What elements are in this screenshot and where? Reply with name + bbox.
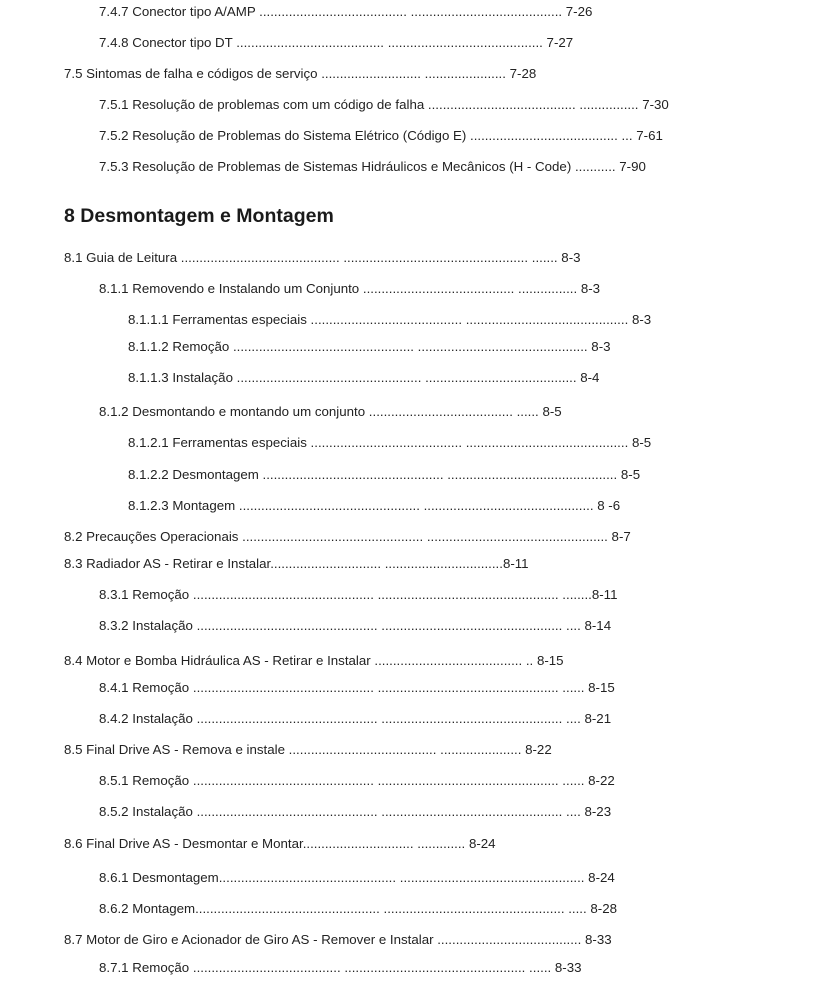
toc-entry-7-5-2[interactable]: 7.5.2 Resolução de Problemas do Sistema Elétrico (Código E) ........................................ ... 7-61 [99,128,663,143]
toc-entry-8-3-2[interactable]: 8.3.2 Instalação ................................................. ................................................. .... 8-14 [99,618,612,633]
chapter-heading: 8 Desmontagem e Montagem [64,205,334,227]
toc-entry-8-3-1[interactable]: 8.3.1 Remoção ................................................. ................................................. ........8-11 [99,587,618,602]
toc-entry-8-2[interactable]: 8.2 Precauções Operacionais ................................................. ................................................. 8-7 [64,529,631,544]
toc-entry-8-1-2-1[interactable]: 8.1.2.1 Ferramentas especiais ......................................... ............................................ 8-5 [128,435,652,450]
toc-entry-8-5-2[interactable]: 8.5.2 Instalação ................................................. ................................................. .... 8-23 [99,804,612,819]
toc-entry-7-4-7[interactable]: 7.4.7 Conector tipo A/AMP ........................................ ......................................... 7-26 [99,4,593,19]
toc-entry-8-1-1[interactable]: 8.1.1 Removendo e Instalando um Conjunto ......................................... ................ 8-3 [99,281,601,296]
toc-entry-8-1-2[interactable]: 8.1.2 Desmontando e montando um conjunto ....................................... ...... 8-5 [99,404,562,419]
toc-entry-8-1[interactable]: 8.1 Guia de Leitura ........................................... .................................................. ....... 8-3 [64,250,581,265]
toc-entry-8-1-1-2[interactable]: 8.1.1.2 Remoção ................................................. .............................................. 8-3 [128,339,611,354]
toc-entry-8-6-2[interactable]: 8.6.2 Montagem.................................................. ................................................. ..... 8-28 [99,901,617,916]
toc-entry-7-5[interactable]: 7.5 Sintomas de falha e códigos de serviço ........................... ...................... 7-28 [64,66,537,81]
toc-entry-8-1-2-2[interactable]: 8.1.2.2 Desmontagem ................................................. .............................................. 8-5 [128,467,641,482]
toc-entry-8-6-1[interactable]: 8.6.1 Desmontagem................................................ .................................................. 8-24 [99,870,615,885]
toc-entry-7-5-3[interactable]: 7.5.3 Resolução de Problemas de Sistemas Hidráulicos e Mecânicos (H - Code) ........... 7-90 [99,159,646,174]
toc-entry-8-7-1[interactable]: 8.7.1 Remoção ........................................ ................................................. ...... 8-33 [99,960,582,975]
toc-entry-8-7[interactable]: 8.7 Motor de Giro e Acionador de Giro AS - Remover e Instalar ....................................... 8-33 [64,932,612,947]
toc-entry-8-5[interactable]: 8.5 Final Drive AS - Remova e instale ........................................ ...................... 8-22 [64,742,552,757]
toc-entry-7-5-1[interactable]: 7.5.1 Resolução de problemas com um código de falha ........................................ ................ 7-30 [99,97,669,112]
toc-entry-8-3[interactable]: 8.3 Radiador AS - Retirar e Instalar.............................. ................................8-11 [64,556,529,571]
toc-entry-8-5-1[interactable]: 8.5.1 Remoção ................................................. ................................................. ...... 8-22 [99,773,615,788]
toc-entry-8-4-1[interactable]: 8.4.1 Remoção ................................................. ................................................. ...... 8-15 [99,680,615,695]
toc-entry-7-4-8[interactable]: 7.4.8 Conector tipo DT ........................................ .......................................... 7-27 [99,35,574,50]
toc-entry-8-1-2-3[interactable]: 8.1.2.3 Montagem ................................................. .............................................. 8 -6 [128,498,621,513]
toc-entry-8-6[interactable]: 8.6 Final Drive AS - Desmontar e Montar.............................. ............. 8-24 [64,836,496,851]
toc-entry-8-1-1-3[interactable]: 8.1.1.3 Instalação .................................................. ......................................... 8-4 [128,370,600,385]
toc-entry-8-1-1-1[interactable]: 8.1.1.1 Ferramentas especiais ......................................... ............................................ 8-3 [128,312,652,327]
toc-entry-8-4-2[interactable]: 8.4.2 Instalação ................................................. ................................................. .... 8-21 [99,711,612,726]
toc-entry-8-4[interactable]: 8.4 Motor e Bomba Hidráulica AS - Retirar e Instalar ........................................ .. 8-15 [64,653,564,668]
